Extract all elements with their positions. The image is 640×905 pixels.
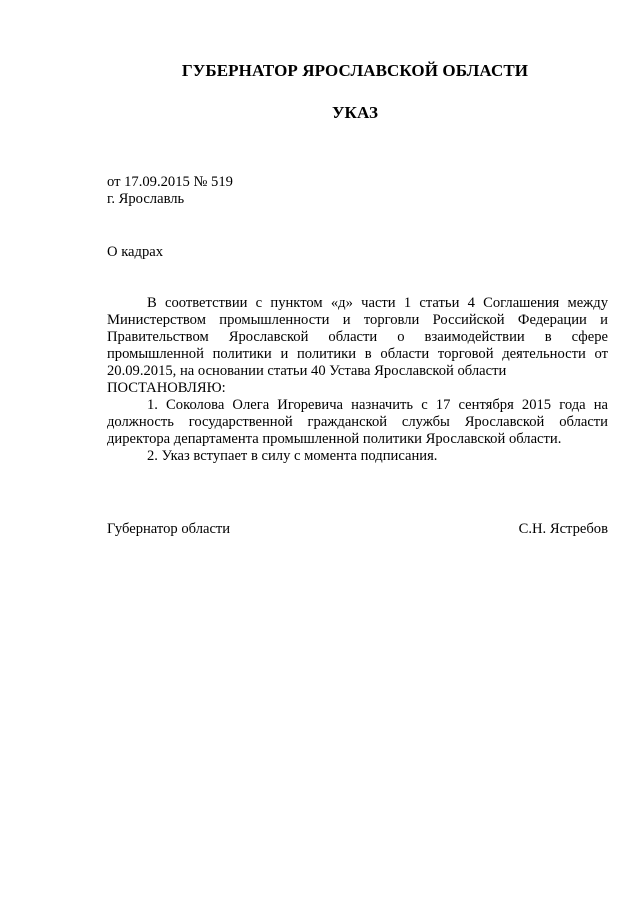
authority-title: ГУБЕРНАТОР ЯРОСЛАВСКОЙ ОБЛАСТИ xyxy=(181,61,529,80)
decree-body xyxy=(107,295,608,465)
decree-item-1: 1. Соколова Олега Игоревича назначить с 17 сентября 2015 года на должность государственной гражданской службы Ярославской области директора департамента промышленной политики Ярославской области. xyxy=(107,397,608,447)
preamble-paragraph: В соответствии с пунктом «д» части 1 статьи 4 Соглашения между Министерством промышленности и торговли Российской Федерации и Правительством Ярославской области о взаимодействии в сфере промышленной политики и политики в области торговой деятельности от 20.09.2015, на основании статьи 40 Устава Ярославской области xyxy=(107,295,608,379)
subject-heading: О кадрах xyxy=(107,244,164,260)
decree-word: ПОСТАНОВЛЯЮ: xyxy=(107,380,226,396)
signer-name: С.Н. Ястребов xyxy=(518,521,608,537)
city: г. Ярославль xyxy=(107,191,185,207)
date-number: от 17.09.2015 № 519 xyxy=(107,174,233,190)
signer-position: Губернатор области xyxy=(107,521,231,537)
decree-item-2: 2. Указ вступает в силу с момента подписания. xyxy=(147,448,438,464)
document-type-title: УКАЗ xyxy=(331,103,379,122)
signature-block xyxy=(107,521,608,538)
